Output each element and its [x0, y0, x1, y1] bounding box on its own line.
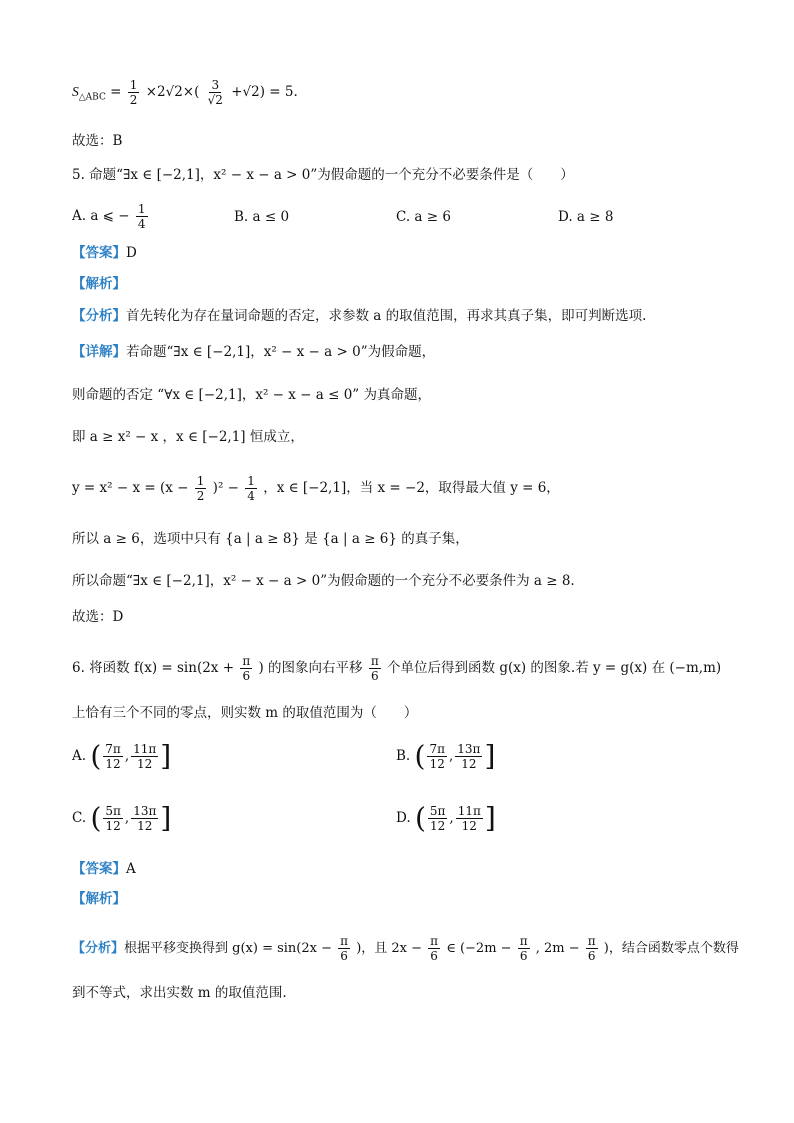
q5-answer: 【答案】D [72, 245, 137, 261]
q5-option-b: B. a ≤ 0 [234, 209, 290, 225]
q6-stem-2: 上恰有三个不同的零点，则实数 m 的取值范围为（ ） [72, 705, 418, 721]
q5-stem: 5. 命题“∃x ∈ [−2,1]，x² − x − a > 0”为假命题的一个充分不必要条件是（ ） [72, 167, 574, 183]
q5-detail-6: 所以命题“∃x ∈ [−2,1]，x² − x − a > 0”为假命题的一个充分不必要条件为 a ≥ 8. [72, 573, 575, 589]
previous-answer: 故选：B [72, 133, 123, 149]
q6-option-c: C. ( $\frac{5\pi}{12}$ , $\frac{13\pi}{12}$ ] [72, 801, 172, 835]
q5-analysis-heading: 【解析】 [72, 276, 126, 292]
q5-option-a: A. a ⩽ − $\frac{1}{4}$ [72, 202, 146, 231]
q5-detail-3: 即 a ≥ x² − x ，x ∈ [−2,1] 恒成立， [72, 429, 304, 445]
q6-fenxi-2: 到不等式，求出实数 m 的取值范围. [72, 985, 287, 1001]
q5-detail-1: 【详解】若命题“∃x ∈ [−2,1]，x² − x − a > 0”为假命题， [72, 344, 436, 360]
q5-final: 故选：D [72, 609, 124, 625]
q5-detail-2: 则命题的否定 “∀x ∈ [−2,1]，x² − x − a ≤ 0” 为真命题， [72, 387, 431, 403]
area-formula: $S_{\triangle ABC}$ = $\frac{1}{2}$ ×2√2×( $\frac{3}{√2}$ +√2) = 5. [72, 78, 298, 107]
q6-option-a: A. ( $\frac{7\pi}{12}$ , $\frac{11\pi}{12}$ ] [72, 739, 172, 773]
q6-fenxi-1: 【分析】根据平移变换得到 g(x) = sin(2x − $\frac{\pi}{6}$ )，且 2x − $\frac{\pi}{6}$ ∈ (−2m − $\frac{\pi}{6}$ , 2m − $\frac{\pi}{6}$ )，结合函数零点个数得 [72, 934, 739, 963]
q6-answer: 【答案】A [72, 861, 136, 877]
q5-option-d: D. a ≥ 8 [558, 209, 614, 225]
fraction: $\frac{3}{√2}$ [207, 78, 223, 107]
fraction: $\frac{1}{2}$ [129, 78, 138, 107]
q6-option-d: D. ( $\frac{5\pi}{12}$ , $\frac{11\pi}{12}$ ] [396, 801, 496, 835]
q5-detail-5: 所以 a ≥ 6，选项中只有 {a | a ≥ 8} 是 {a | a ≥ 6} 的真子集， [72, 531, 469, 547]
q5-fenxi: 【分析】首先转化为存在量词命题的否定，求参数 a 的取值范围，再求其真子集，即可判断选项. [72, 308, 647, 324]
q5-option-c: C. a ≥ 6 [396, 209, 451, 225]
q5-detail-4: y = x² − x = (x − $\frac{1}{2}$ )² − $\frac{1}{4}$ ，x ∈ [−2,1]，当 x = −2，取得最大值 y = 6， [72, 474, 560, 503]
q6-option-b: B. ( $\frac{7\pi}{12}$ , $\frac{13\pi}{12}$ ] [396, 739, 496, 773]
q6-stem-1: 6. 将函数 f(x) = sin(2x + $\frac{\pi}{6}$ ) 的图象向右平移 $\frac{\pi}{6}$ 个单位后得到函数 g(x) 的图象.若 y = g(x) 在 (−m,m) [72, 654, 722, 683]
q6-analysis-heading: 【解析】 [72, 891, 126, 907]
